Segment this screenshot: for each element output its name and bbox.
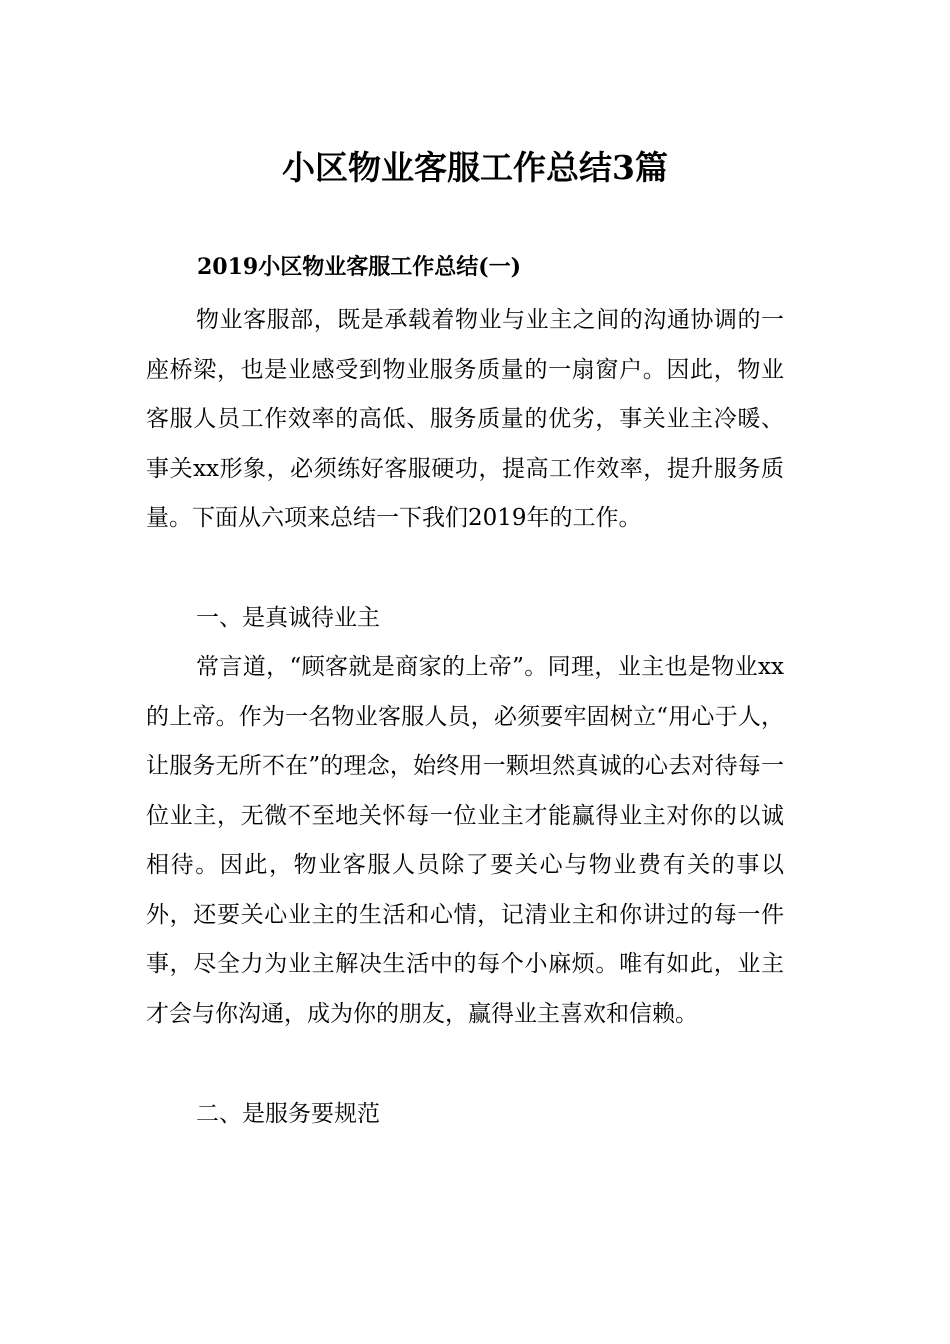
paragraph-intro: 物业客服部，既是承载着物业与业主之间的沟通协调的一座桥梁，也是业感受到物业服务质量的一扇窗户。因此，物业客服人员工作效率的高低、服务质量的优劣，事关业主冷暖、事关xx形象，必须练好客服硬功，提高工作效率，提升服务质量。下面从六项来总结一下我们2019年的工作。 — [146, 307, 784, 531]
section-heading: 2019小区物业客服工作总结(一) — [197, 254, 522, 280]
subheading-sincere-service: 一、是真诚待业主 — [196, 605, 380, 631]
document-title: 小区物业客服工作总结3篇 — [282, 148, 668, 187]
subheading-standard-service: 二、是服务要规范 — [196, 1101, 380, 1127]
paragraph-sincere-service: 常言道，“顾客就是商家的上帝”。同理，业主也是物业xx的上帝。作为一名物业客服人员，必须要牢固树立“用心于人，让服务无所不在”的理念，始终用一颗坦然真诚的心去对待每一位业主，无微不至地关怀每一位业主才能赢得业主对你的以诚相待。因此，物业客服人员除了要关心与物业费有关的事以外，还要关心业主的生活和心情，记清业主和你讲过的每一件事，尽全力为业主解决生活中的每个小麻烦。唯有如此，业主才会与你沟通，成为你的朋友，赢得业主喜欢和信赖。 — [146, 654, 784, 1027]
